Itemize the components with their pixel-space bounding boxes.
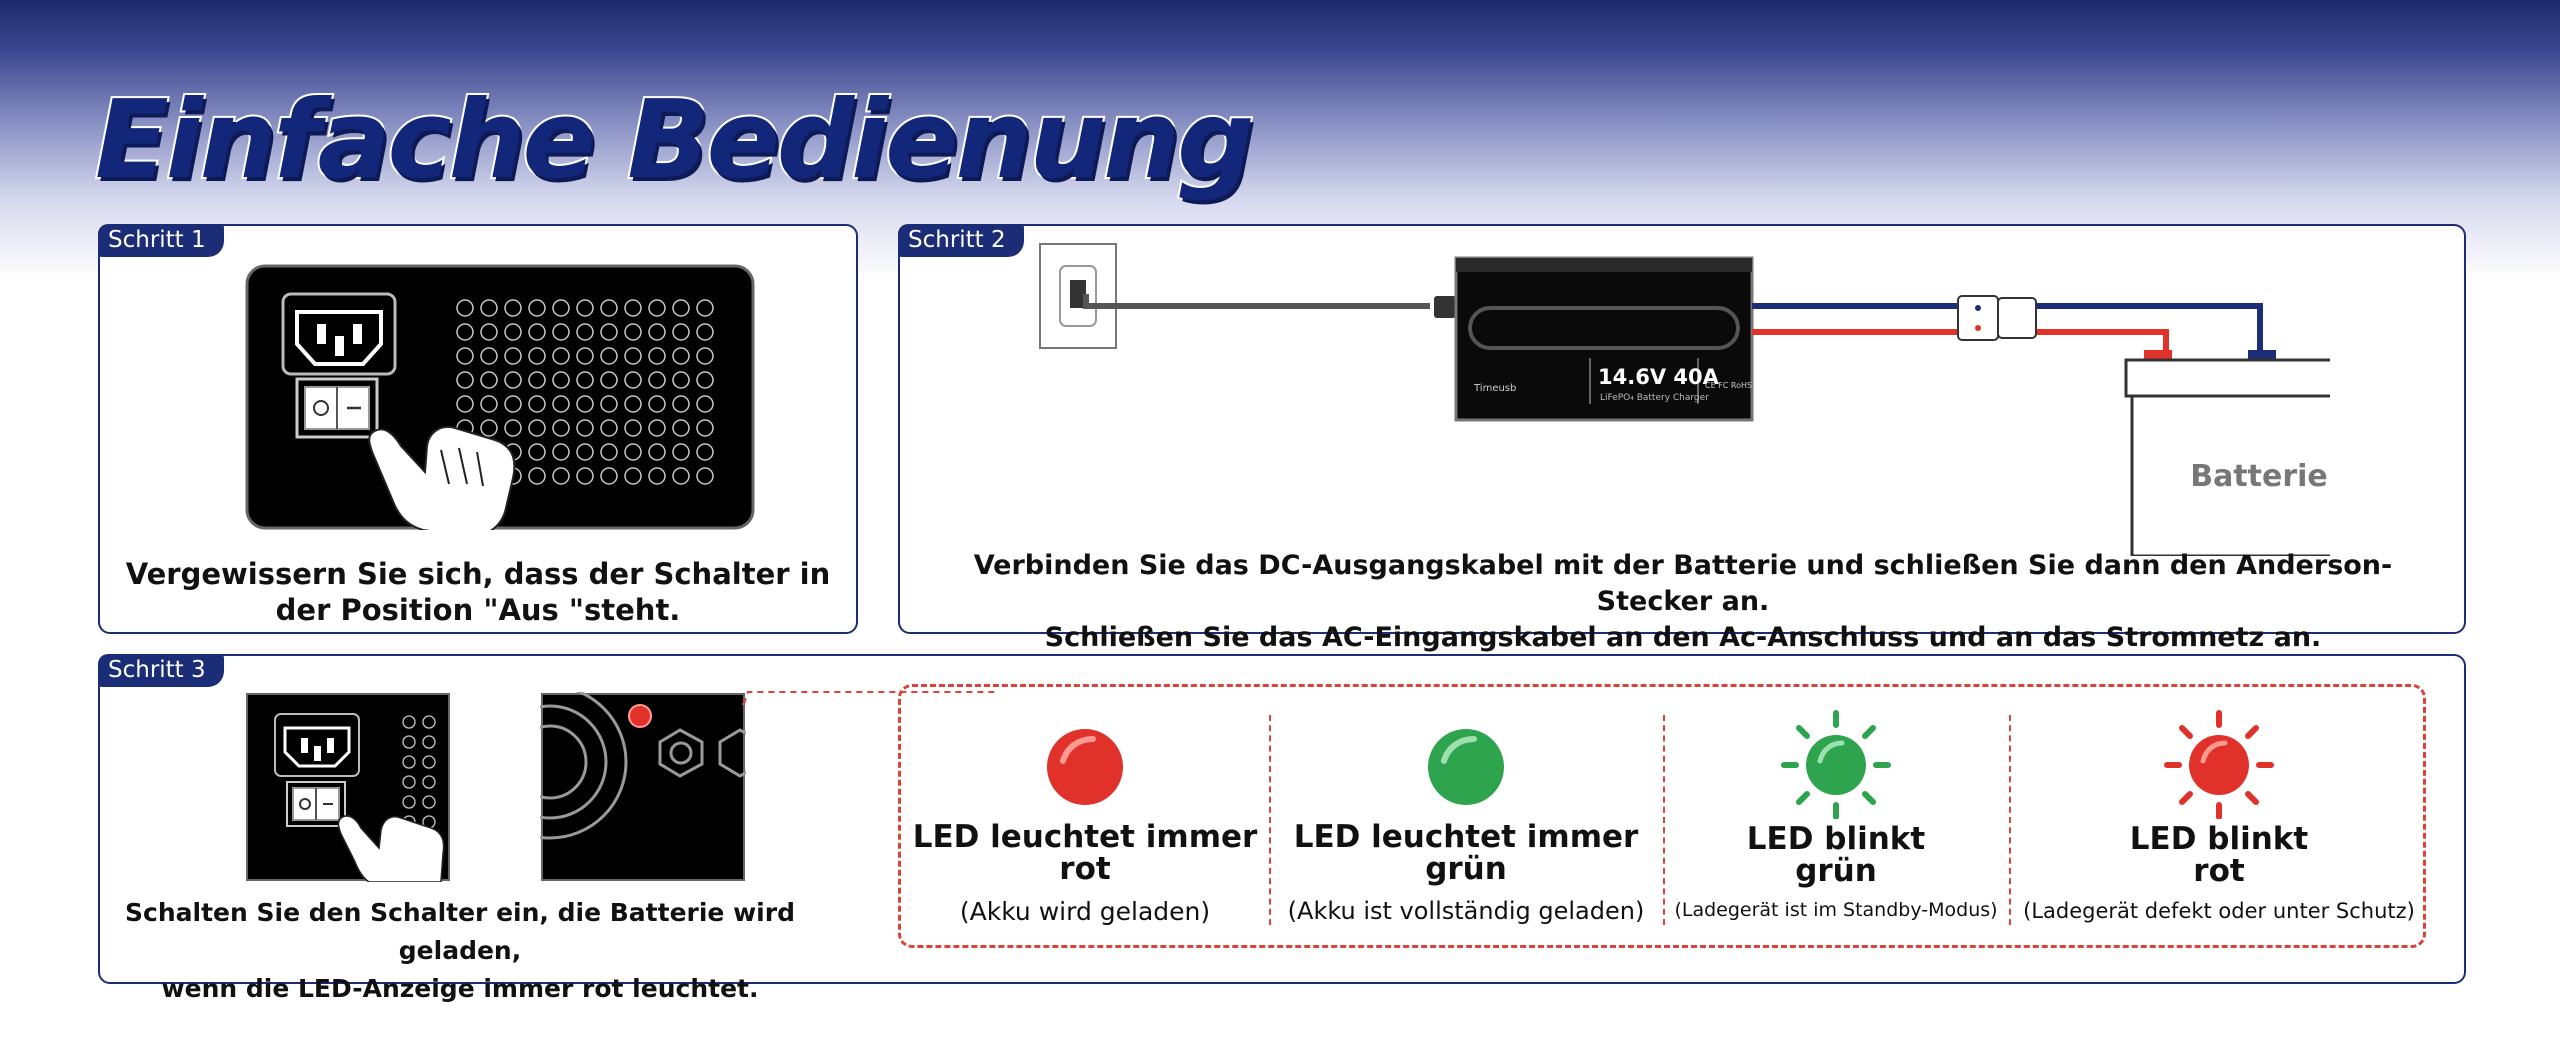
- led-status-legend: [898, 684, 2426, 948]
- step3-caption-line2: wenn die LED-Anzeige immer rot leuchtet.: [161, 974, 759, 1003]
- anderson-connector-icon: [1958, 296, 2036, 340]
- step1-caption-line1: Vergewissern Sie sich, dass der Schalter in: [125, 557, 831, 591]
- led-label-line1: LED blinkt: [1746, 821, 1926, 857]
- led-green-blink-icon: [1776, 709, 1896, 819]
- led-label-line1: LED leuchtet immer: [1293, 819, 1639, 855]
- rocker-switch-icon: [287, 782, 345, 826]
- led-indicator-illustration: [540, 692, 746, 882]
- led-status-solid-green: [1269, 687, 1663, 951]
- led-note: (Akku ist vollständig geladen): [1287, 897, 1645, 925]
- step1-badge: Schritt 1: [98, 224, 224, 257]
- charger-certs-text: CE FC RoHS: [1705, 381, 1753, 390]
- step2-caption: [920, 548, 2446, 656]
- led-label-line2: rot: [1059, 851, 1111, 887]
- charger-brand-text: Timeusb: [1474, 383, 1517, 394]
- led-note: (Ladegerät defekt oder unter Schutz): [2023, 899, 2415, 923]
- charger-subtitle-text: LiFePO₄ Battery Charger: [1600, 393, 1709, 403]
- led-red-blink-icon: [2159, 709, 2279, 819]
- power-socket-icon: [283, 294, 395, 374]
- step2-badge: Schritt 2: [898, 224, 1024, 257]
- step1-panel: [98, 224, 858, 634]
- led-green-solid-icon: [1406, 717, 1526, 817]
- led-light-icon: [629, 705, 651, 727]
- led-label-line1: LED blinkt: [2129, 821, 2309, 857]
- battery-label: Batterie: [2190, 459, 2328, 494]
- led-status-solid-red: [901, 687, 1269, 951]
- rocker-switch-icon: [297, 379, 377, 437]
- led-label-line2: grün: [1795, 853, 1877, 889]
- led-note: (Akku wird geladen): [959, 897, 1211, 926]
- battery-icon: [2126, 350, 2330, 556]
- led-red-solid-icon: [1025, 717, 1145, 817]
- led-label-line2: rot: [2193, 853, 2245, 889]
- charger-model-text: 14.6V 40A: [1598, 365, 1719, 389]
- led-status-blink-red: [2009, 687, 2429, 951]
- switch-on-illustration: [245, 692, 451, 882]
- led-status-blink-green: [1663, 687, 2009, 951]
- step3-caption: [110, 894, 810, 1008]
- step1-caption: [120, 556, 836, 628]
- step2-caption-line2: Schließen Sie das AC-Eingangskabel an den Ac-Anschluss und an das Stromnetz an.: [1044, 622, 2322, 653]
- ac-plug-icon: [1434, 296, 1456, 318]
- step1-caption-line2: der Position "Aus "steht.: [275, 593, 681, 627]
- connection-diagram: [1030, 236, 2330, 556]
- step2-caption-line1: Verbinden Sie das DC-Ausgangskabel mit der Batterie und schließen Sie dann den Anderson-Stecker an.: [973, 550, 2393, 617]
- charger-unit-icon: [1456, 258, 1752, 420]
- step3-caption-line1: Schalten Sie den Schalter ein, die Batterie wird geladen,: [125, 898, 795, 965]
- page-title: Einfache Bedienung: [95, 78, 1252, 203]
- wall-outlet-icon: [1040, 244, 1116, 348]
- led-label-line2: grün: [1425, 851, 1507, 887]
- charger-back-panel-illustration: [245, 264, 755, 530]
- step2-panel: [898, 224, 2466, 653]
- led-label-line1: LED leuchtet immer: [912, 819, 1258, 855]
- power-socket-icon: [275, 714, 359, 776]
- led-note: (Ladegerät ist im Standby-Modus): [1674, 899, 1998, 921]
- step3-badge: Schritt 3: [98, 654, 224, 687]
